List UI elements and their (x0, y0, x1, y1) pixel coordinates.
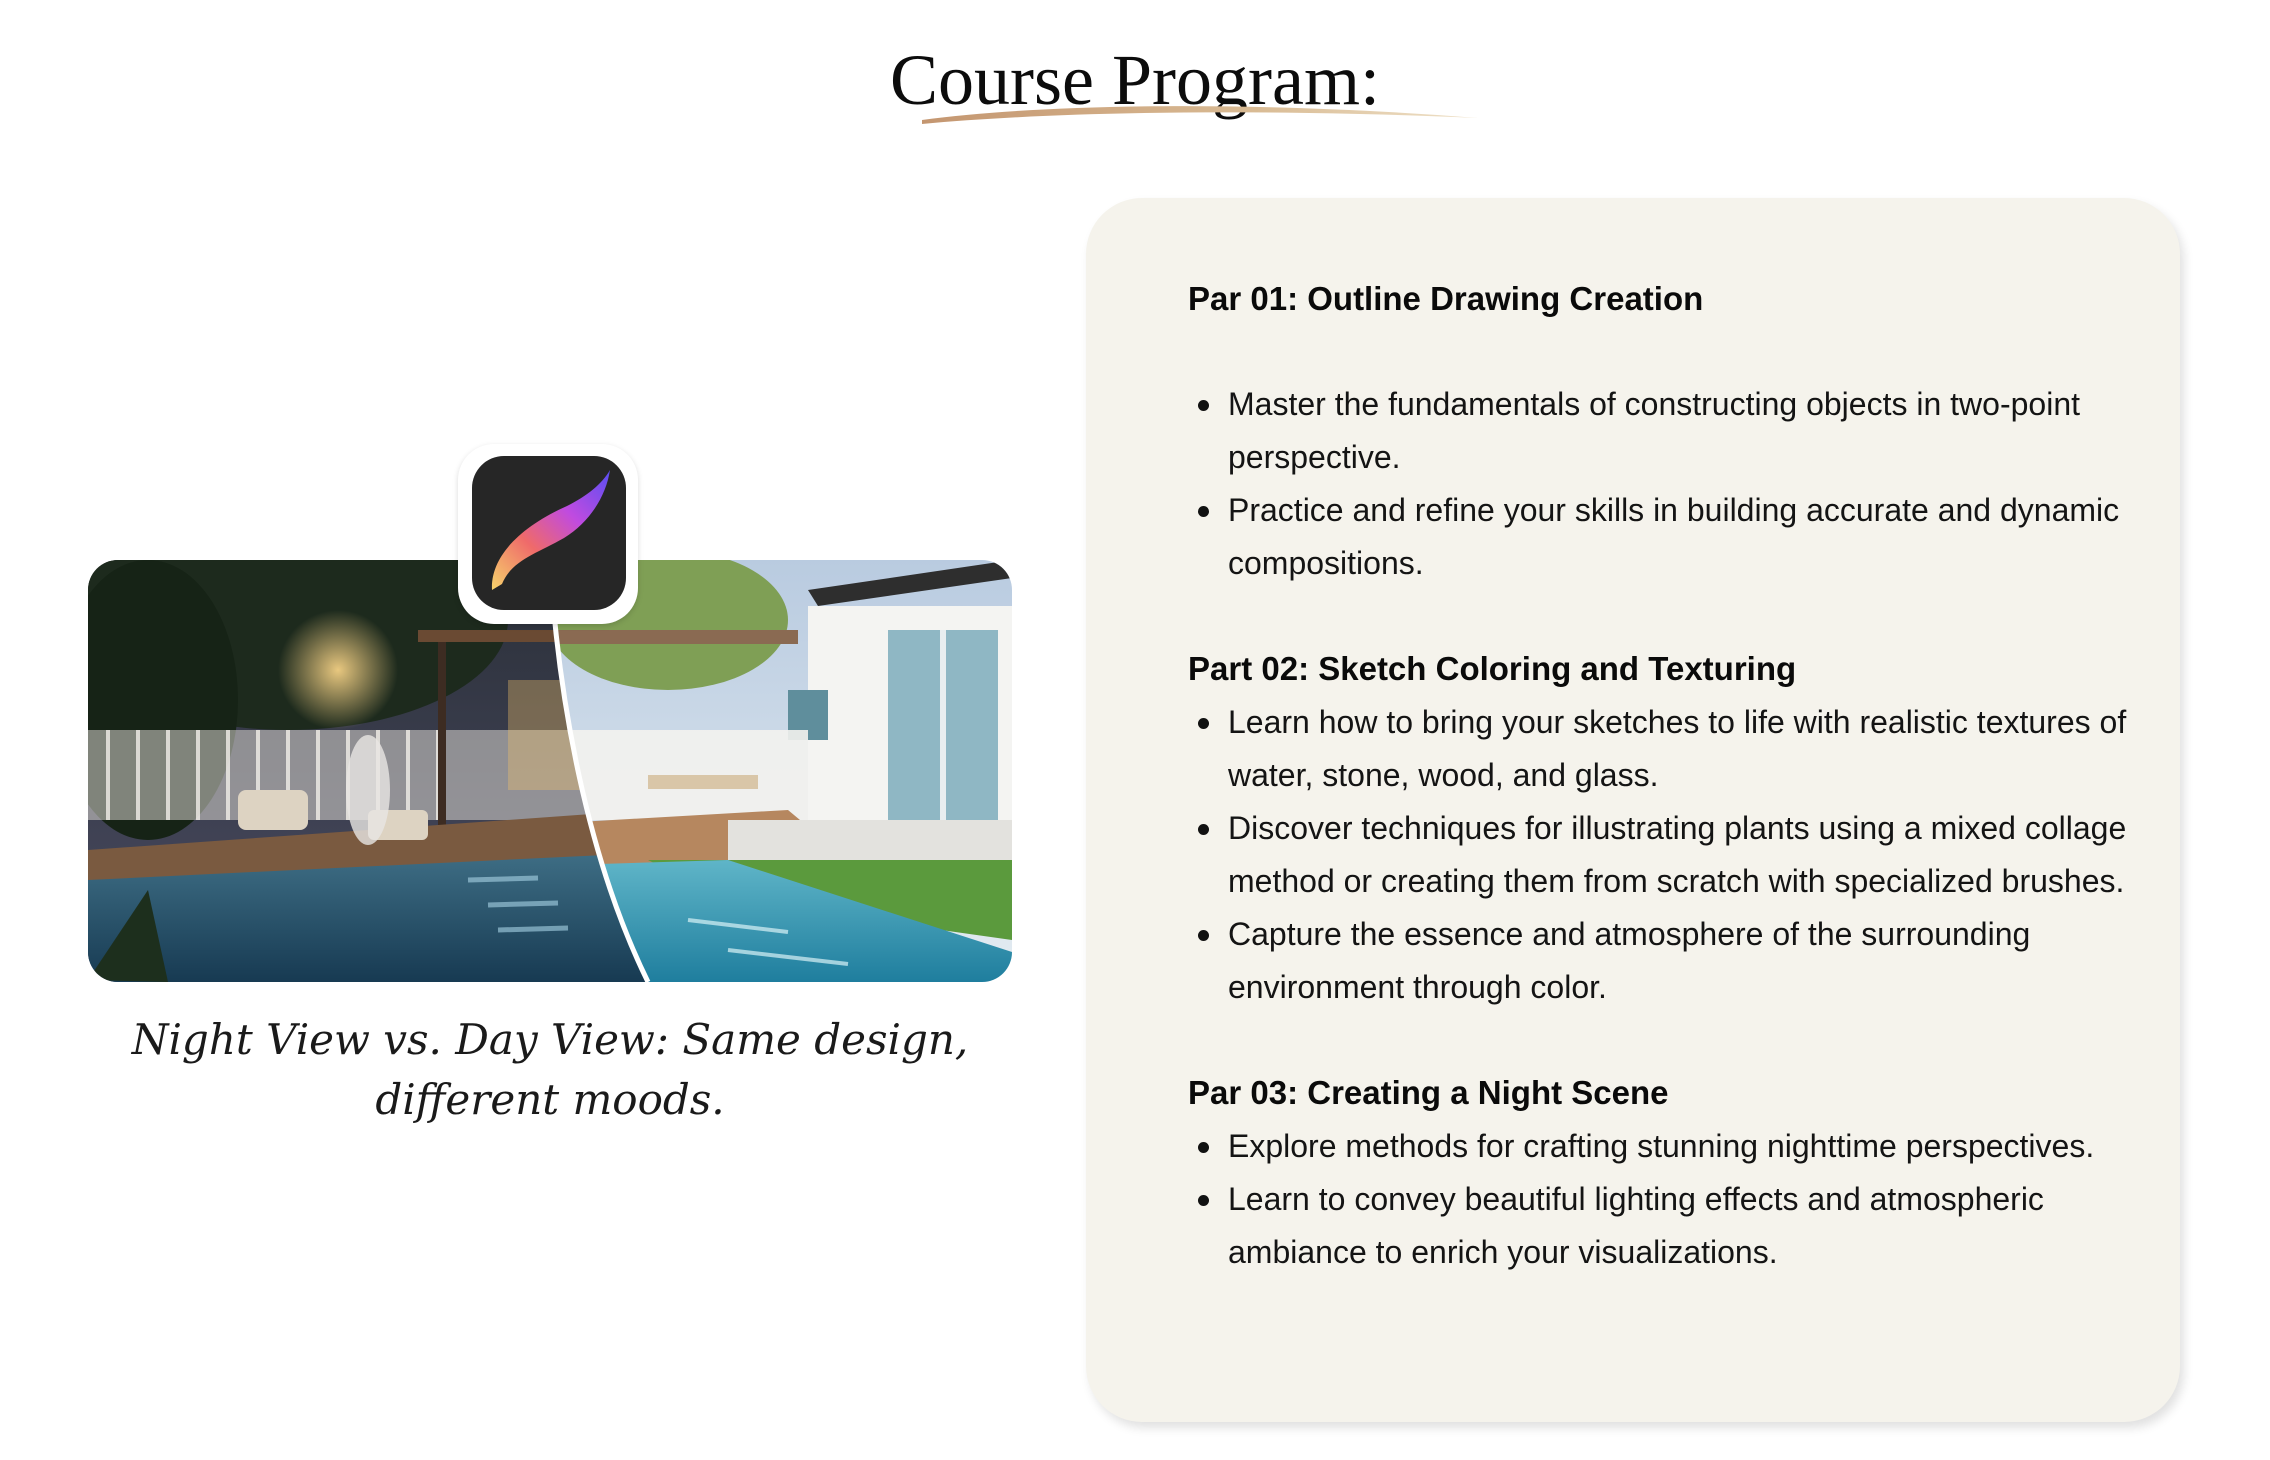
part-03-list (1188, 1120, 2128, 1279)
list-item: Learn how to bring your sketches to life with realistic textures of water, stone, wood, and glass. (1188, 696, 2128, 802)
title-underline-swoosh (920, 98, 1480, 132)
procreate-brush-icon (472, 456, 626, 610)
part-01-list (1188, 378, 2128, 590)
page-title: Course Program: (890, 40, 1380, 120)
part-03-heading: Par 03: Creating a Night Scene (1188, 1074, 1669, 1111)
part-01-heading: Par 01: Outline Drawing Creation (1188, 280, 1704, 317)
course-program-card (1086, 198, 2180, 1422)
list-item: Practice and refine your skills in building accurate and dynamic compositions. (1188, 484, 2128, 590)
part-02-heading: Part 02: Sketch Coloring and Texturing (1188, 650, 1797, 687)
list-item: Capture the essence and atmosphere of the surrounding environment through color. (1188, 908, 2128, 1014)
list-item: Master the fundamentals of constructing objects in two-point perspective. (1188, 378, 2128, 484)
part-02-list (1188, 696, 2128, 1014)
list-item: Explore methods for crafting stunning nighttime perspectives. (1188, 1120, 2128, 1173)
list-item: Discover techniques for illustrating plants using a mixed collage method or creating them from scratch with specialized brushes. (1188, 802, 2128, 908)
list-item: Learn to convey beautiful lighting effects and atmospheric ambiance to enrich your visualizations. (1188, 1173, 2128, 1279)
illustration-caption: Night View vs. Day View: Same design, different moods. (131, 1015, 969, 1124)
app-icon-badge (458, 444, 638, 624)
